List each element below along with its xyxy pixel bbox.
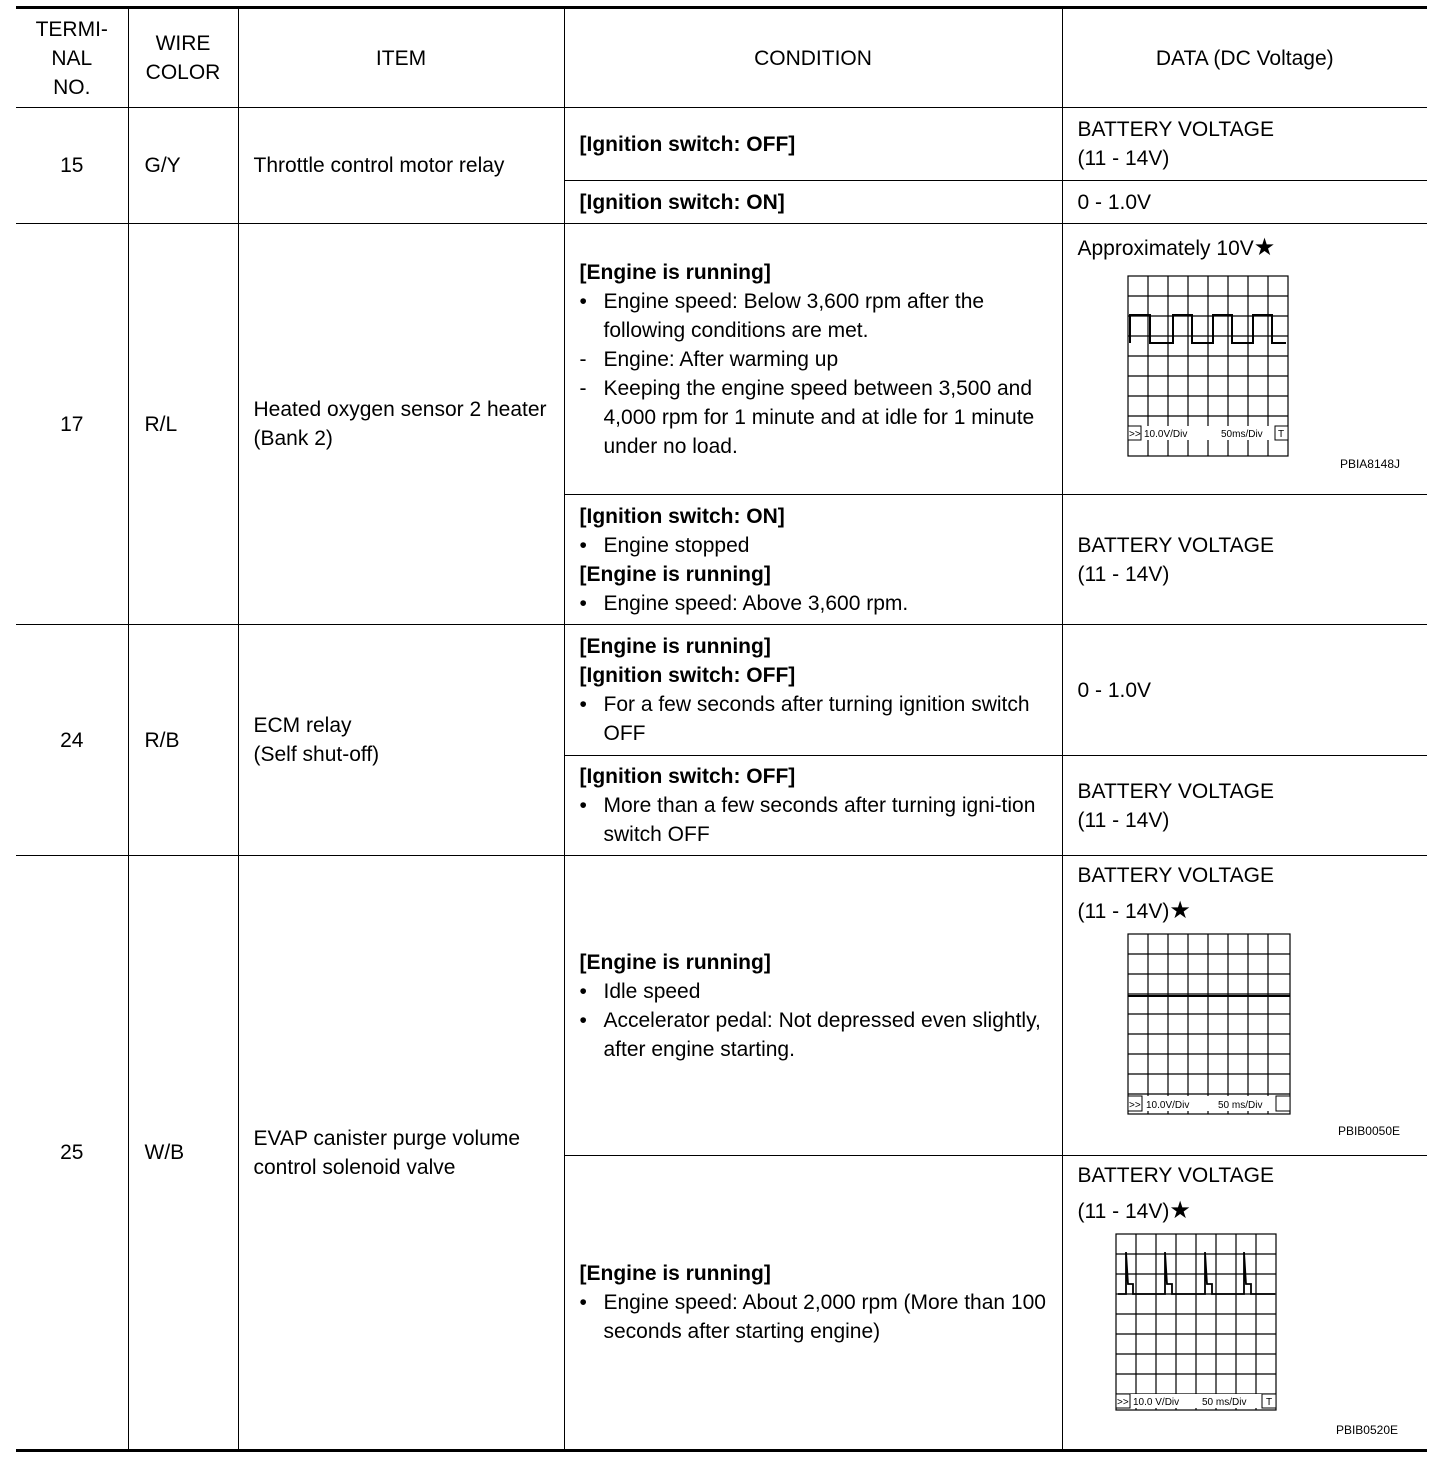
- wire-color: G/Y: [128, 108, 238, 224]
- condition-header-text: [Ignition switch: OFF]: [579, 132, 796, 156]
- oscilloscope-waveform: [1078, 932, 1418, 1147]
- data-cell: [1062, 108, 1427, 181]
- time-div-label: 50ms/Div: [1220, 429, 1263, 440]
- condition-header-text: [Engine is running]: [579, 1262, 771, 1285]
- volt-div-label: 10.0V/Div: [1145, 1100, 1189, 1111]
- wire-color-header: WIRE COLOR: [128, 8, 238, 108]
- data-value: BATTERY VOLTAGE: [1077, 533, 1274, 557]
- data-range: (11 - 14V): [1077, 1200, 1170, 1223]
- data-cell: [1062, 756, 1427, 856]
- condition-header-text: [Ignition switch: ON]: [579, 190, 785, 214]
- table-row: [16, 224, 1427, 495]
- condition-header-text: [Ignition switch: OFF]: [579, 664, 796, 687]
- condition-cell: [564, 625, 1062, 756]
- trigger-label: T: [1277, 429, 1284, 440]
- table-row: [16, 625, 1427, 756]
- terminal-number: 15: [16, 108, 128, 224]
- volt-div-label: 10.0 V/Div: [1132, 1397, 1179, 1408]
- condition-cell: [564, 495, 1062, 625]
- data-range: (11 - 14V): [1077, 900, 1170, 923]
- data-value: BATTERY VOLTAGE: [1077, 118, 1274, 141]
- condition-cell: [564, 181, 1062, 224]
- item-name-line: ECM relay: [253, 714, 352, 737]
- volt-div-label: 10.0V/Div: [1143, 429, 1187, 440]
- data-cell: [1062, 856, 1427, 1156]
- condition-header-text: [Engine is running]: [579, 562, 771, 586]
- condition-header-text: [Ignition switch: ON]: [579, 504, 785, 528]
- condition-header: CONDITION: [564, 8, 1062, 108]
- svg-text:>>: >>: [1128, 1100, 1141, 1111]
- condition-cell: [564, 108, 1062, 181]
- terminal-data-table: [16, 6, 1427, 1452]
- list-item: • For a few seconds after turning ignition switch OFF: [579, 693, 1030, 745]
- condition-cell: [564, 1156, 1062, 1451]
- terminal-number: 25: [16, 856, 128, 1451]
- wire-color: R/B: [128, 625, 238, 856]
- condition-list: [580, 287, 1054, 461]
- condition-list: [580, 690, 1054, 748]
- star-icon: ★: [1169, 1197, 1191, 1224]
- item-header: ITEM: [238, 8, 564, 108]
- list-item: • Engine speed: About 2,000 rpm (More than 100 seconds after starting engine): [579, 1291, 1046, 1343]
- wire-color: W/B: [128, 856, 238, 1451]
- condition-list: [580, 791, 1054, 849]
- data-cell: [1062, 625, 1427, 756]
- terminal-number: 17: [16, 224, 128, 625]
- list-item: - Engine: After warming up: [579, 347, 839, 371]
- item-name-line: (Self shut-off): [253, 743, 380, 766]
- item-name: Throttle control motor relay: [238, 108, 564, 224]
- star-icon: ★: [1253, 234, 1276, 261]
- oscilloscope-waveform: [1078, 263, 1418, 488]
- list-item: • Engine stopped: [579, 533, 750, 557]
- condition-cell: [564, 856, 1062, 1156]
- condition-header-text: [Engine is running]: [579, 260, 771, 284]
- oscilloscope-waveform: [1078, 1232, 1418, 1444]
- condition-header-text: [Ignition switch: OFF]: [579, 765, 796, 788]
- data-cell: [1062, 495, 1427, 625]
- list-item: • Idle speed: [579, 979, 701, 1003]
- condition-header-text: [Engine is running]: [579, 635, 771, 658]
- svg-text:>>: >>: [1116, 1397, 1129, 1408]
- item-name: Heated oxygen sensor 2 heater (Bank 2): [238, 224, 564, 625]
- data-range: (11 - 14V): [1077, 562, 1170, 586]
- item-name: [238, 625, 564, 856]
- figure-code: PBIA8148J: [1339, 457, 1400, 471]
- data-cell: [1062, 224, 1427, 495]
- data-range: (11 - 14V): [1077, 808, 1170, 832]
- list-item: • Engine speed: Below 3,600 rpm after the following conditions are met.: [579, 289, 985, 342]
- data-value: 0 - 1.0V: [1077, 190, 1152, 214]
- data-header: DATA (DC Voltage): [1062, 8, 1427, 108]
- table-row: [16, 856, 1427, 1156]
- terminal-header: TERMI- NAL NO.: [16, 8, 128, 108]
- figure-code: PBIB0050E: [1337, 1124, 1400, 1138]
- time-div-label: 50 ms/Div: [1217, 1100, 1262, 1111]
- data-value: BATTERY VOLTAGE: [1077, 1164, 1274, 1187]
- condition-header-text: [Engine is running]: [579, 950, 771, 974]
- wire-color: R/L: [128, 224, 238, 625]
- data-value: 0 - 1.0V: [1077, 678, 1152, 702]
- data-range: (11 - 14V): [1077, 147, 1170, 170]
- condition-list: [580, 531, 1054, 560]
- list-item: • More than a few seconds after turning igni-tion switch OFF: [579, 794, 1036, 846]
- data-value: BATTERY VOLTAGE: [1077, 864, 1274, 887]
- data-value: Approximately 10V: [1077, 237, 1254, 260]
- condition-list: [580, 589, 1054, 618]
- table-row: [16, 108, 1427, 181]
- list-item: • Engine speed: Above 3,600 rpm.: [579, 591, 909, 615]
- condition-list: [580, 977, 1054, 1064]
- svg-text:>>: >>: [1128, 429, 1141, 440]
- header-row: [16, 8, 1427, 108]
- condition-list: [580, 1288, 1054, 1346]
- figure-code: PBIB0520E: [1335, 1423, 1398, 1437]
- list-item: - Keeping the engine speed between 3,500 and 4,000 rpm for 1 minute and at idle for 1 minute under no load.: [579, 376, 1035, 458]
- trigger-label: T: [1265, 1397, 1272, 1408]
- data-cell: [1062, 181, 1427, 224]
- star-icon: ★: [1169, 897, 1191, 924]
- data-cell: [1062, 1156, 1427, 1451]
- condition-cell: [564, 756, 1062, 856]
- time-div-label: 50 ms/Div: [1201, 1397, 1246, 1408]
- item-name: EVAP canister purge volume control solenoid valve: [238, 856, 564, 1451]
- data-value: BATTERY VOLTAGE: [1077, 779, 1274, 803]
- condition-cell: [564, 224, 1062, 495]
- list-item: • Accelerator pedal: Not depressed even slightly, after engine starting.: [579, 1008, 1041, 1061]
- terminal-number: 24: [16, 625, 128, 856]
